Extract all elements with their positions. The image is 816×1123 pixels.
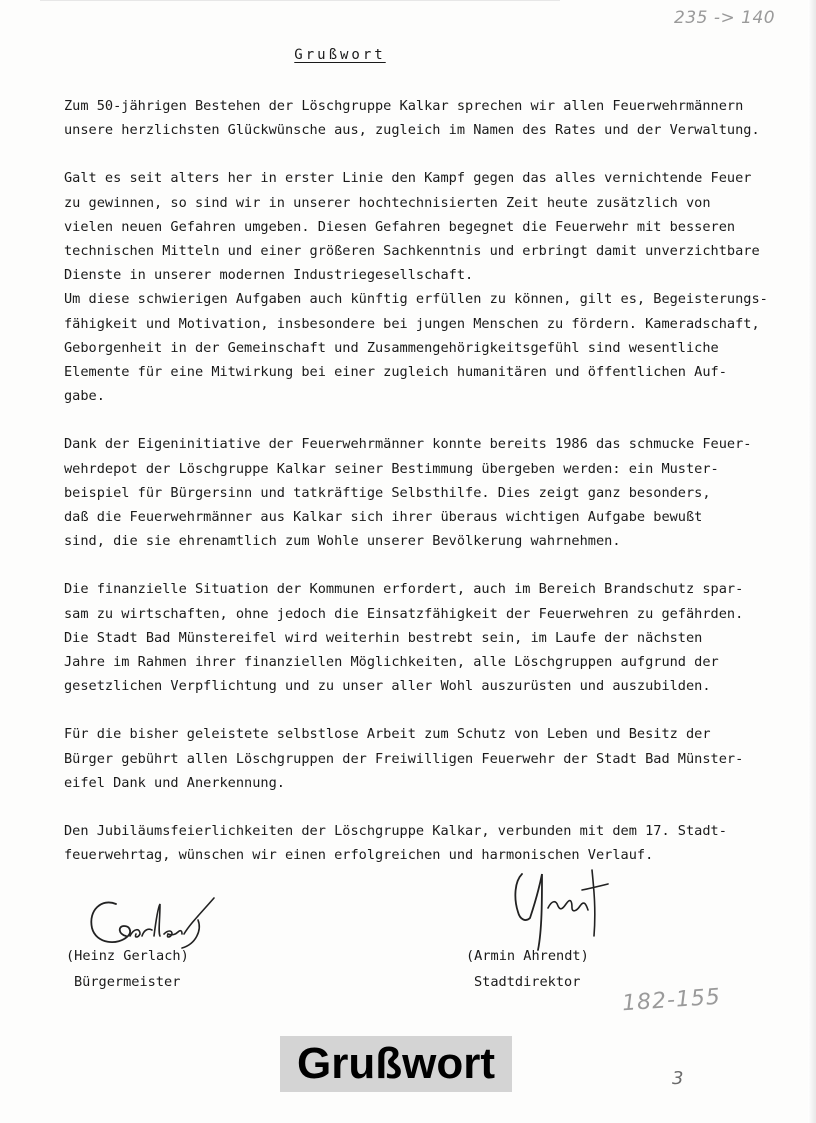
text-line: Galt es seit alters her in erster Linie den Kampf gegen das alles vernichtende Feuer [64,170,752,187]
text-line: Bürger gebührt allen Löschgruppen der Freiwilligen Feuerwehr der Stadt Bad Münster- [64,750,744,767]
text-line: Jahre im Rahmen ihrer finanziellen Möglichkeiten, alle Löschgruppen aufgrund der [64,654,719,671]
text-line: wehrdepot der Löschgruppe Kalkar seiner Bestimmung übergeben werden: ein Muster- [64,460,719,477]
paragraph [64,166,764,287]
document-title: Grußwort [294,47,386,63]
paragraph [64,287,768,408]
paragraph [64,577,764,698]
text-line: Geborgenheit in der Gemeinschaft und Zusammengehörigkeitsgefühl sind wesentliche [64,339,719,356]
text-line: technischen Mitteln und einer größeren Sachkenntnis und erbringt damit unverzichtbare [64,243,760,260]
text-line: Für die bisher geleistete selbstlose Arbeit zum Schutz von Leben und Besitz der [64,726,711,743]
text-line: feuerwehrtag, wünschen wir einen erfolgreichen und harmonischen Verlauf. [64,847,654,864]
text-line: gabe. [64,388,105,405]
text-line: gesetzlichen Verpflichtung und zu unser aller Wohl auszurüsten und auszubilden. [64,678,711,695]
paragraph [64,94,764,142]
caption-label: Grußwort [280,1036,512,1092]
text-line: Dienste in unserer modernen Industriegesellschaft. [64,267,474,284]
text-line: unsere herzlichsten Glückwünsche aus, zugleich im Namen des Rates und der Verwaltung. [64,122,760,139]
text-line: Zum 50-jährigen Bestehen der Löschgruppe Kalkar sprechen wir allen Feuerwehrmännern [64,98,744,114]
text-line: Den Jubiläumsfeierlichkeiten der Löschgruppe Kalkar, verbunden mit dem 17. Stadt- [64,823,727,840]
paragraph [64,432,764,553]
text-line: vielen neuen Gefahren umgeben. Diesen Gefahren begegnet die Feuerwehr mit besseren [64,218,736,235]
text-line: zu gewinnen, so sind wir in unserer hochtechnisierten Zeit heute zusätzlich von [64,194,711,211]
text-line: Dank der Eigeninitiative der Feuerwehrmänner konnte bereits 1986 das schmucke Feuer- [64,436,752,453]
text-line: Um diese schwierigen Aufgaben auch künftig erfüllen zu können, gilt es, Begeisterungs- [64,291,768,308]
scan-artifact [40,0,560,9]
paragraph [64,722,764,795]
text-line: fähigkeit und Motivation, insbesondere bei jungen Menschen zu fördern. Kameradschaft, [64,315,760,332]
pencil-annotation-top: 235 -> 140 [674,8,776,28]
signatory-title-left: Bürgermeister [74,974,181,990]
text-line: Die Stadt Bad Münstereifel wird weiterhin bestrebt sein, im Laufe der nächsten [64,629,703,646]
signatory-title-right: Stadtdirektor [474,974,581,990]
text-line: Elemente für eine Mitwirkung bei einer zugleich humanitären und öffentlichen Auf- [64,364,727,381]
text-line: beispiel für Bürgersinn und tatkräftige Selbsthilfe. Dies zeigt ganz besonders, [64,484,711,501]
text-line: eifel Dank und Anerkennung. [64,774,285,791]
pencil-annotation-page-number: 3 [672,1068,684,1089]
signatory-name-left: (Heinz Gerlach) [66,948,189,964]
page-edge-shadow [808,0,816,1123]
text-line: daß die Feuerwehrmänner aus Kalkar sich ihrer überaus wichtigen Aufgabe bewußt [64,509,703,526]
text-line: Die finanzielle Situation der Kommunen erfordert, auch im Bereich Brandschutz spar- [64,581,744,598]
letter-body [64,94,768,867]
text-line: sind, die sie ehrenamtlich zum Wohle unserer Bevölkerung wahrnehmen. [64,533,621,550]
paragraph [64,819,764,867]
pencil-annotation-page-range: 182-155 [621,984,722,1017]
signatory-name-right: (Armin Ahrendt) [466,948,589,964]
text-line: sam zu wirtschaften, ohne jedoch die Einsatzfähigkeit der Feuerwehren zu gefährden. [64,605,744,622]
